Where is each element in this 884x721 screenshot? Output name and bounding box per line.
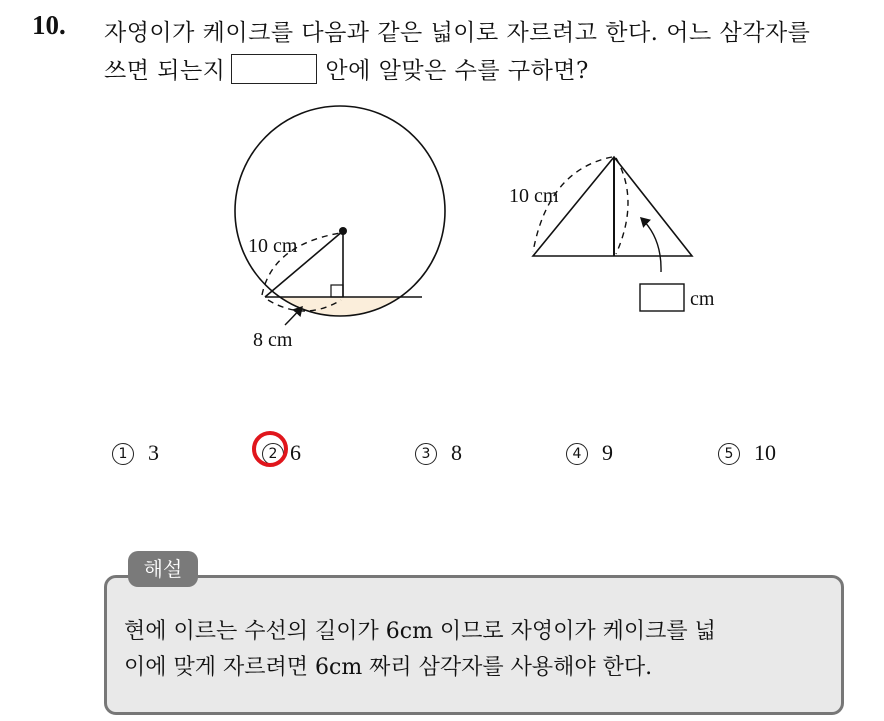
height-answer-box — [640, 284, 684, 311]
question-text-before-blank: 쓰면 되는지 — [104, 58, 226, 84]
choice-number-mark: 2 — [262, 443, 284, 465]
choice-value: 10 — [754, 440, 776, 465]
radius-label: 10 cm — [248, 235, 298, 257]
height-pointer-arrow — [641, 218, 661, 272]
solution-text-line2: 이에 맞게 자르려면 6cm 짜리 삼각자를 사용해야 한다. — [124, 655, 653, 680]
solution-text-line1: 현에 이르는 수선의 길이가 6cm 이므로 자영이가 케이크를 넓 — [124, 619, 716, 644]
selected-answer-circle — [252, 431, 288, 467]
question-text-line1: 자영이가 케이크를 다음과 같은 넓이로 자르려고 한다. 어느 삼각자를 — [104, 20, 811, 46]
height-unit-label: cm — [690, 288, 715, 310]
choice-number-mark: 1 — [112, 443, 134, 465]
choice-4[interactable] — [566, 440, 613, 466]
choice-value: 9 — [602, 440, 613, 465]
question-text-after-blank: 안에 알맞은 수를 구하면? — [325, 58, 589, 84]
choice-value: 8 — [451, 440, 462, 465]
choice-value: 6 — [290, 440, 301, 465]
chord-label: 8 cm — [253, 329, 293, 351]
choice-1[interactable] — [112, 440, 159, 466]
right-angle-mark — [331, 285, 343, 297]
center-point — [339, 227, 347, 235]
choice-3[interactable] — [415, 440, 462, 466]
cut-segment-shading — [230, 297, 450, 327]
triangle-figure — [509, 157, 715, 311]
question-number: 10. — [32, 10, 66, 40]
choice-value: 3 — [148, 440, 159, 465]
choice-number-mark: 5 — [718, 443, 740, 465]
cake-circle-figure — [230, 106, 450, 351]
choice-5[interactable] — [718, 440, 776, 466]
choice-number-mark: 4 — [566, 443, 588, 465]
solution-box — [104, 575, 844, 715]
solution-tag: 해설 — [128, 551, 198, 587]
side-length-label: 10 cm — [509, 185, 559, 207]
choice-number-mark: 3 — [415, 443, 437, 465]
